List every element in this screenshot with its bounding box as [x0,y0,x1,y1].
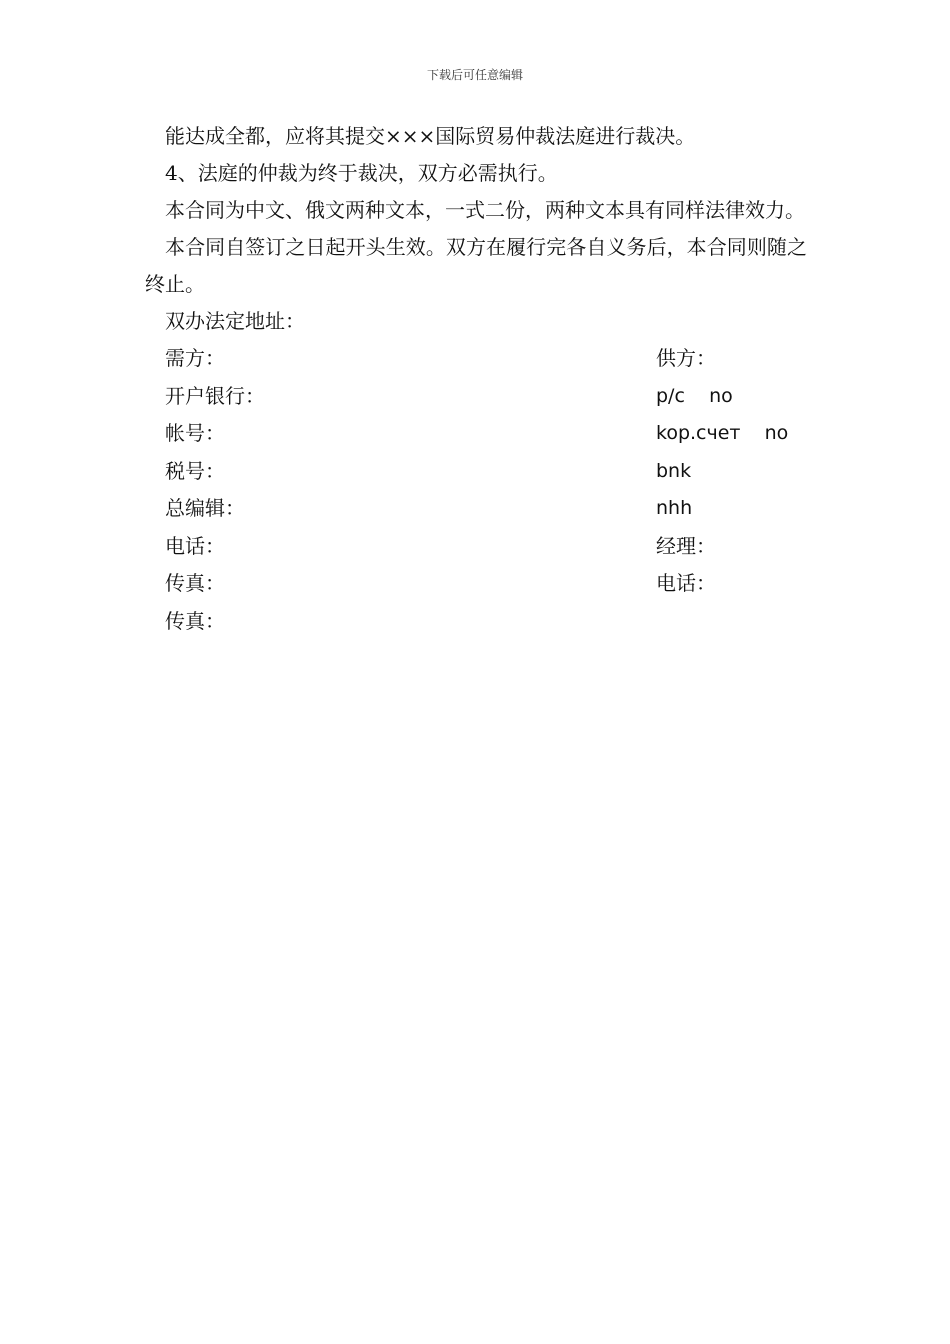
fax-label-second: 传真： [165,608,225,633]
paragraph-effective: 本合同自签订之日起开头生效。双方在履行完各自义务后，本合同则随之终止。 [145,235,807,296]
tax-number-label: 税号： [165,458,225,483]
manager-label: 经理： [656,533,716,558]
bank-label: 开户银行： [165,383,265,408]
field-row [145,340,807,378]
account-pc-label: p/c no [656,384,733,407]
field-row [145,603,807,641]
chief-editor-label: 总编辑： [165,496,245,520]
supplier-label: 供方： [656,346,716,370]
fax-label: 传真： [165,571,225,595]
field-row [145,378,807,416]
field-row [145,415,807,453]
supplier-phone-label: 电话： [656,571,716,595]
paragraph-languages: 本合同为中文、俄文两种文本，一式二份，两种文本具有同样法律效力。 [165,198,805,222]
buyer-label: 需方： [165,346,225,370]
account-number-label: 帐号： [165,421,225,445]
field-row [145,490,807,528]
document-body [145,118,807,640]
field-row [145,453,807,491]
field-row [145,528,807,566]
paragraph-addresses: 双办法定地址： [165,309,305,333]
correspondent-account-label: kop.счет no [656,422,789,444]
bnk-label: bnk [656,459,692,482]
paragraph-arbitration: 能达成全都，应将其提交×××国际贸易仲裁法庭进行裁决。 [165,124,696,148]
page-header: 下载后可任意编辑 [426,68,523,82]
field-row [145,565,807,603]
nhh-label: nhh [656,497,693,519]
phone-label: 电话： [165,533,225,558]
paragraph-clause-4: 4、法庭的仲裁为终于裁决，双方必需执行。 [165,161,558,185]
